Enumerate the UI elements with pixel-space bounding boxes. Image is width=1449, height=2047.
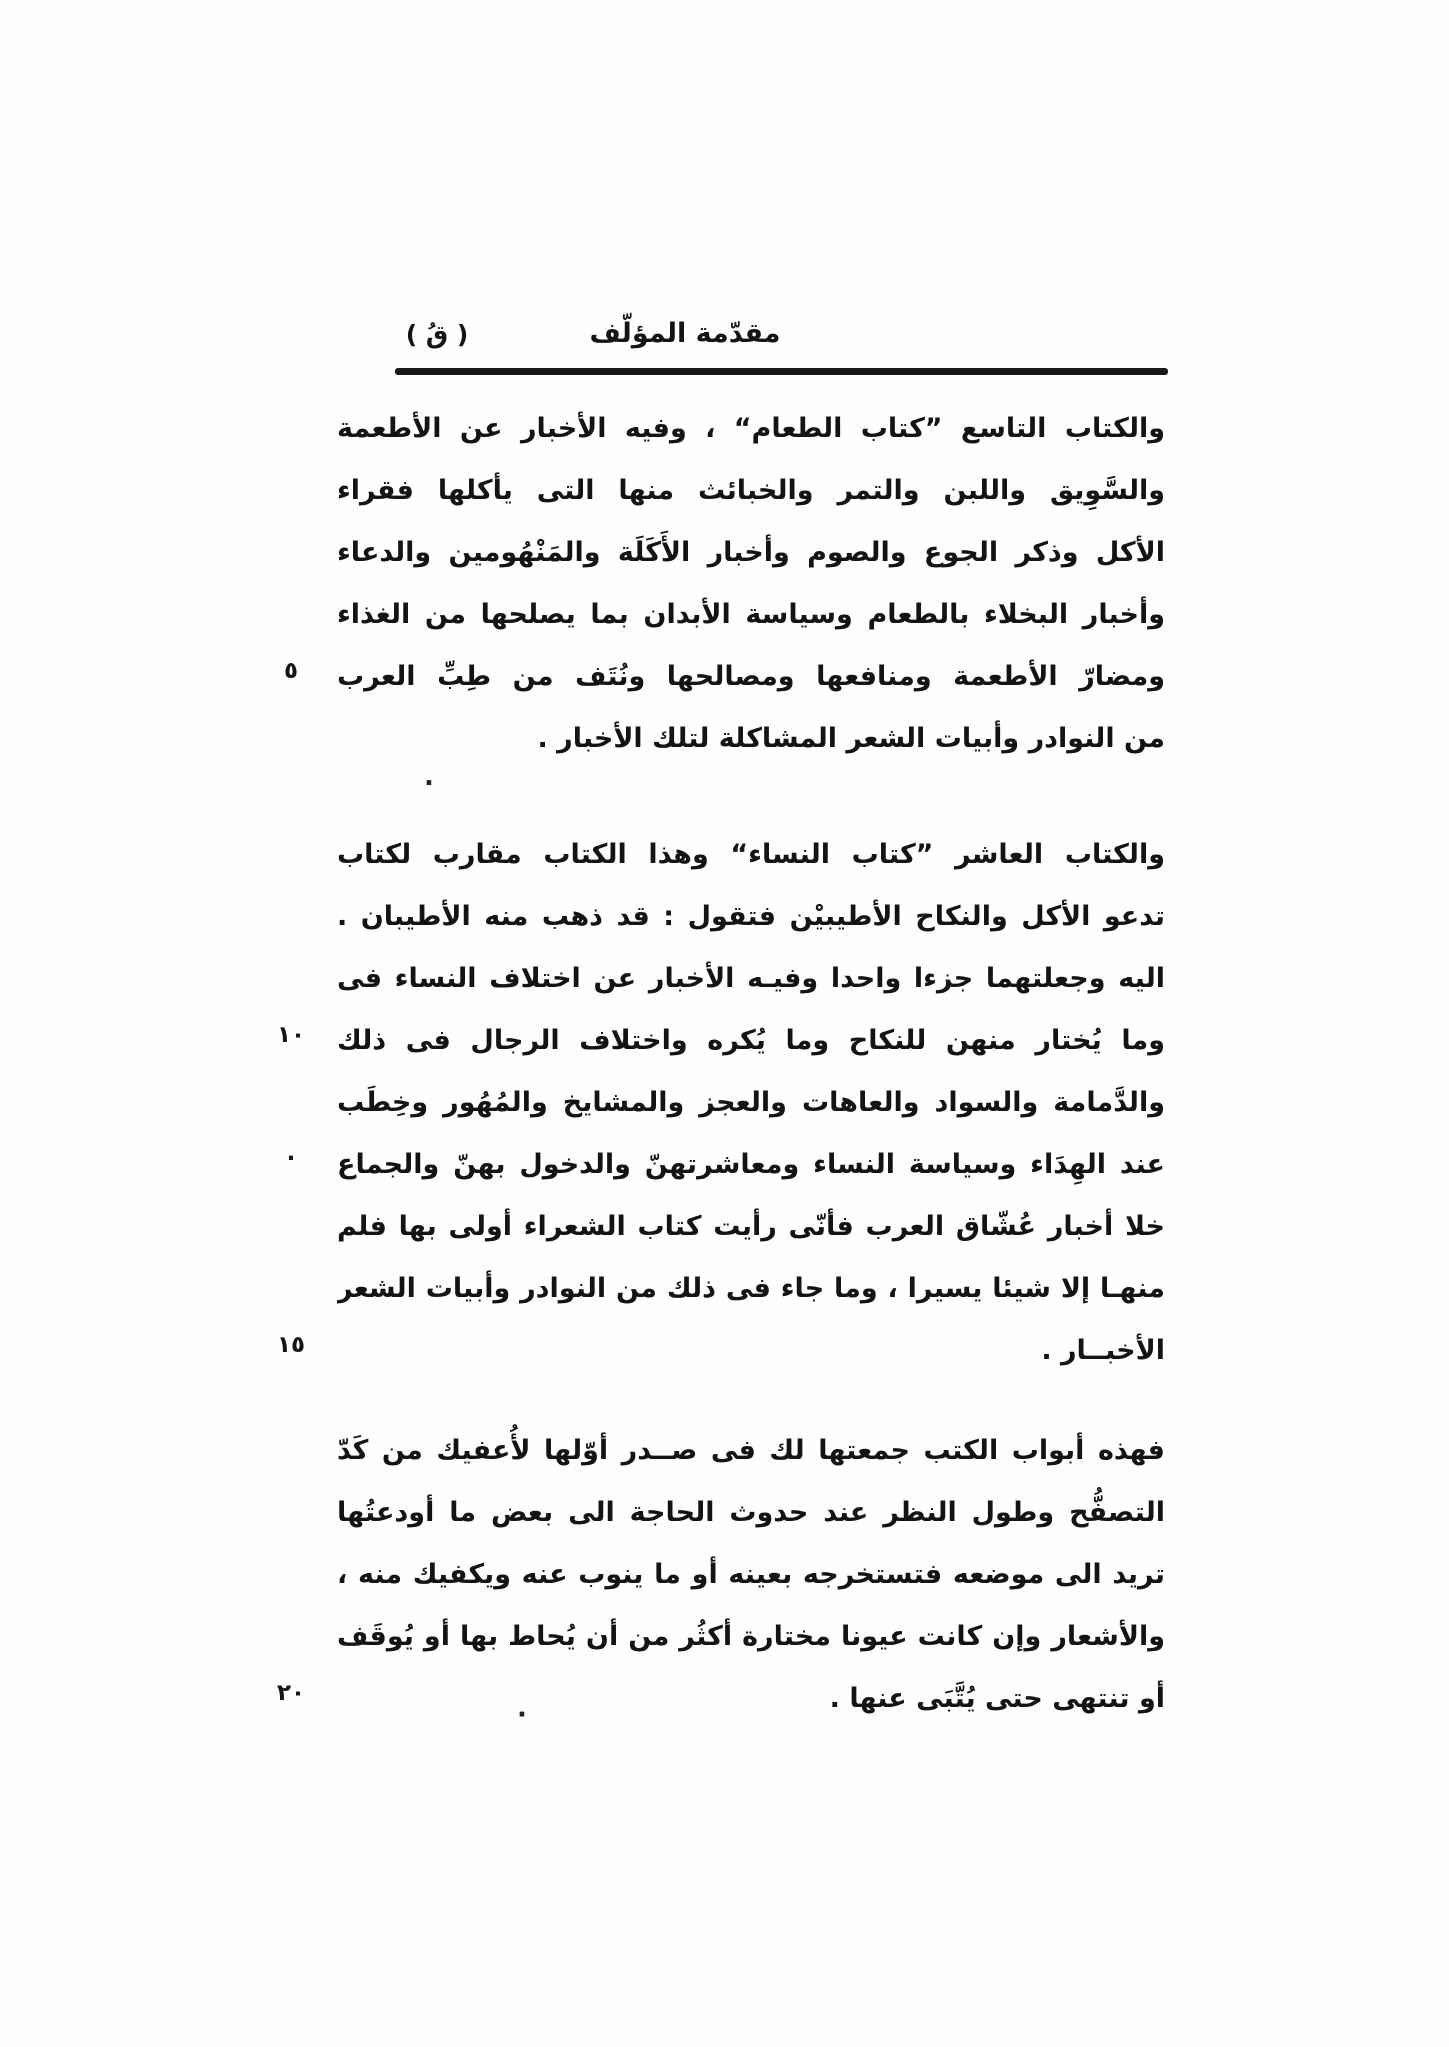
text-line: والكتاب التاسع ”كتاب الطعام“ ، وفيه الأخبار عن الأطعمة: [337, 413, 1165, 444]
text-line: والأشعار وإن كانت عيونا مختارة أكثُر من أن يُحاط بها أو يُوقَف: [337, 1621, 1165, 1652]
text-line: التصفُّح وطول النظر عند حدوث الحاجة الى بعض ما أودعتُها: [337, 1497, 1165, 1528]
margin-line-number: ٢٠: [276, 1680, 306, 1706]
text-line: وما يُختار منهن للنكاح وما يُكره واختلاف الرجال فى ذلك: [337, 1025, 1165, 1056]
header-divider: [395, 368, 1168, 375]
text-line: والسَّوِيق واللبن والتمر والخبائث منها التى يأكلها فقراء: [337, 475, 1165, 506]
margin-line-number: ١٠: [276, 1022, 306, 1048]
text-line: الأكل وذكر الجوع والصوم وأخبار الأَكَلَة والمَنْهُومين والدعاء: [337, 537, 1165, 568]
paragraph: [337, 824, 1165, 1382]
text-line: عند الهِدَاء وسياسة النساء ومعاشرتهنّ والدخول بهنّ والجماع: [337, 1149, 1165, 1180]
text-line: أو تنتهى حتى يُتَّبَى عنها .: [829, 1683, 1165, 1714]
margin-line-number: ·: [286, 1146, 296, 1172]
page-number-marker: ( قُ ): [405, 320, 469, 349]
text-line: من النوادر وأبيات الشعر المشاكلة لتلك الأخبار .: [537, 723, 1165, 754]
margin-line-number: ١٥: [276, 1332, 306, 1358]
text-line: والدَّمامة والسواد والعاهات والعجز والمشايخ والمُهُور وخِطَب: [337, 1087, 1165, 1118]
margin-line-number: ٥: [283, 658, 299, 684]
page-title: مقدّمة المؤلّف: [589, 318, 781, 349]
text-line: الأخبــار .: [1041, 1335, 1165, 1366]
text-line: منهـا إلا شيئا يسيرا ، وما جاء فى ذلك من النوادر وأبيات الشعر: [337, 1273, 1165, 1304]
text-line: خلا أخبار عُشّاق العرب فأنّى رأيت كتاب الشعراء أولى بها فلم: [337, 1211, 1165, 1242]
text-line: وأخبار البخلاء بالطعام وسياسة الأبدان بما يصلحها من الغذاء: [337, 599, 1165, 630]
paragraph: [337, 1420, 1165, 1730]
text-line: والكتاب العاشر ”كتاب النساء“ وهذا الكتاب مقارب لكتاب: [337, 839, 1165, 870]
paragraph: [337, 398, 1165, 770]
text-line: فهذه أبواب الكتب جمعتها لك فى صــدر أوّلها لأُعفيك من كَدّ: [337, 1435, 1165, 1466]
text-line: اليه وجعلتهما جزءا واحدا وفيـه الأخبار عن اختلاف النساء فى: [337, 963, 1165, 994]
stray-ink-dot: ·: [517, 1700, 527, 1730]
text-line: تريد الى موضعه فتستخرجه بعينه أو ما ينوب عنه ويكفيك منه ،: [337, 1559, 1165, 1590]
text-line: ومضارّ الأطعمة ومنافعها ومصالحها ونُتَف من طِبِّ العرب: [337, 661, 1165, 692]
text-line: تدعو الأكل والنكاح الأطيبيْن فتقول : قد ذهب منه الأطيبان .: [337, 901, 1165, 932]
stray-ink-dot: .: [424, 762, 434, 792]
